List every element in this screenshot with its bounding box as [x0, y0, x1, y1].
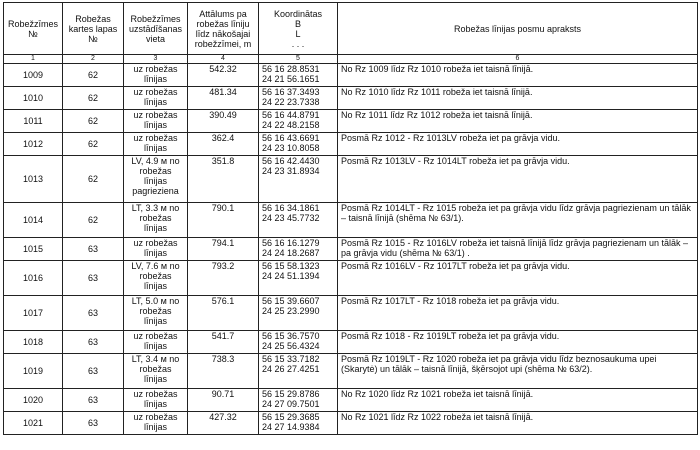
coordinate-b: 56 16 34.1861 [262, 203, 320, 213]
cell-install-place: LT, 5.0 м no robežas līnijas [124, 296, 188, 331]
coordinate-l: 24 23 45.7732 [262, 213, 320, 223]
coordinate-l: 24 23 31.8934 [262, 166, 320, 176]
cell-description: Posmā Rz 1019LT - Rz 1020 robeža iet pa grāvja vidu līdz beznosaukuma upei (Skarytė) un tālāk – taisnā līnijā, šķērsojot upi (shēma № 63/2). [338, 354, 698, 389]
cell-install-place: uz robežas līnijas [124, 133, 188, 156]
cell-distance: 576.1 [188, 296, 259, 331]
cell-description: No Rz 1009 līdz Rz 1010 robeža iet taisnā līnijā. [338, 64, 698, 87]
coordinate-l: 24 23 10.8058 [262, 143, 320, 153]
cell-coordinates [259, 261, 338, 296]
cell-map-sheet: 62 [63, 133, 124, 156]
cell-marker-no: 1013 [4, 156, 63, 203]
cell-distance: 351.8 [188, 156, 259, 203]
coordinate-l: 24 25 56.4324 [262, 341, 320, 351]
header-coordinates-l: L [295, 28, 301, 39]
cell-coordinates [259, 156, 338, 203]
cell-description: Posmā Rz 1013LV - Rz 1014LT robeža iet pa grāvja vidu. [338, 156, 698, 203]
cell-install-place: LT, 3.4 м no robežas līnijas [124, 354, 188, 389]
cell-map-sheet: 63 [63, 354, 124, 389]
cell-description: No Rz 1011 līdz Rz 1012 robeža iet taisnā līnijā. [338, 110, 698, 133]
cell-install-place: uz robežas līnijas [124, 331, 188, 354]
header-distance: Attālums pa robežas līniju līdz nākošajai robežzīmei, m [188, 3, 259, 55]
coordinate-b: 56 16 16.1279 [262, 238, 320, 248]
column-number-row [4, 55, 698, 64]
cell-distance: 90.71 [188, 389, 259, 412]
cell-coordinates [259, 354, 338, 389]
boundary-marker-document [3, 2, 697, 448]
cell-distance: 793.2 [188, 261, 259, 296]
header-coordinates-b: B [294, 18, 301, 29]
cell-install-place: LV, 7.6 м no robežas līnijas [124, 261, 188, 296]
cell-map-sheet: 62 [63, 64, 124, 87]
table-row [4, 133, 698, 156]
coordinate-l: 24 26 27.4251 [262, 364, 320, 374]
cell-description: No Rz 1020 līdz Rz 1021 robeža iet taisnā līnijā. [338, 389, 698, 412]
cell-description: Posmā Rz 1014LT - Rz 1015 robeža iet pa grāvja vidu līdz grāvja pagriezienam un tālāk – taisnā līnijā (shēma № 63/1). [338, 203, 698, 238]
column-number: 2 [63, 55, 124, 64]
table-row [4, 203, 698, 238]
coordinate-b: 56 16 42.4430 [262, 156, 320, 166]
cell-distance: 738.3 [188, 354, 259, 389]
coordinate-l: 24 22 48.2158 [262, 120, 320, 130]
coordinate-b: 56 15 58.1323 [262, 261, 320, 271]
cell-map-sheet: 63 [63, 389, 124, 412]
header-coordinates [259, 3, 338, 55]
coordinate-b: 56 15 36.7570 [262, 331, 320, 341]
cell-marker-no: 1010 [4, 87, 63, 110]
cell-coordinates [259, 296, 338, 331]
cell-install-place: uz robežas līnijas [124, 110, 188, 133]
table-row [4, 156, 698, 203]
coordinate-b: 56 15 29.8786 [262, 389, 320, 399]
header-map-sheet: Robežas kartes lapas № [63, 3, 124, 55]
header-marker-no: Robežzīmes № [4, 3, 63, 55]
coordinate-b: 56 16 37.3493 [262, 87, 320, 97]
cell-coordinates [259, 389, 338, 412]
cell-install-place: uz robežas līnijas [124, 64, 188, 87]
cell-description: Posmā Rz 1015 - Rz 1016LV robeža iet taisnā līnijā līdz grāvja pagriezienam un tālāk – pa grāvja vidu (shēma № 63/1) . [338, 238, 698, 261]
coordinate-b: 56 16 44.8791 [262, 110, 320, 120]
cell-distance: 390.49 [188, 110, 259, 133]
coordinate-l: 24 27 14.9384 [262, 422, 320, 432]
cell-marker-no: 1014 [4, 203, 63, 238]
column-number: 5 [259, 55, 338, 64]
cell-distance: 542.32 [188, 64, 259, 87]
cell-distance: 790.1 [188, 203, 259, 238]
coordinate-l: 24 22 23.7338 [262, 97, 320, 107]
table-row [4, 389, 698, 412]
header-description: Robežas līnijas posmu apraksts [338, 3, 698, 55]
coordinate-b: 56 15 29.3685 [262, 412, 320, 422]
cell-install-place: uz robežas līnijas [124, 238, 188, 261]
cell-map-sheet: 63 [63, 238, 124, 261]
header-coordinates-dots: . . . [291, 38, 305, 49]
table-row [4, 354, 698, 389]
cell-map-sheet: 62 [63, 87, 124, 110]
cell-install-place: uz robežas līnijas [124, 389, 188, 412]
cell-marker-no: 1011 [4, 110, 63, 133]
cell-map-sheet: 63 [63, 296, 124, 331]
cell-description: Posmā Rz 1012 - Rz 1013LV robeža iet pa grāvja vidu. [338, 133, 698, 156]
table-row [4, 331, 698, 354]
cell-map-sheet: 62 [63, 203, 124, 238]
cell-map-sheet: 63 [63, 412, 124, 435]
cell-coordinates [259, 331, 338, 354]
cell-marker-no: 1017 [4, 296, 63, 331]
cell-description: Posmā Rz 1016LV - Rz 1017LT robeža iet pa grāvja vidu. [338, 261, 698, 296]
table-body [4, 64, 698, 435]
table-row [4, 110, 698, 133]
cell-map-sheet: 62 [63, 110, 124, 133]
cell-coordinates [259, 238, 338, 261]
cell-coordinates [259, 133, 338, 156]
cell-coordinates [259, 87, 338, 110]
column-number: 6 [338, 55, 698, 64]
table-row [4, 64, 698, 87]
coordinate-l: 24 24 18.2687 [262, 248, 320, 258]
cell-marker-no: 1018 [4, 331, 63, 354]
cell-map-sheet: 63 [63, 331, 124, 354]
cell-install-place: uz robežas līnijas [124, 87, 188, 110]
coordinate-b: 56 16 43.6691 [262, 133, 320, 143]
coordinate-l: 24 24 51.1394 [262, 271, 320, 281]
table-row [4, 261, 698, 296]
cell-install-place: LV, 4.9 м no robežas līnijas pagrieziena [124, 156, 188, 203]
header-row [4, 3, 698, 55]
cell-marker-no: 1020 [4, 389, 63, 412]
cell-distance: 541.7 [188, 331, 259, 354]
cell-distance: 481.34 [188, 87, 259, 110]
cell-description: No Rz 1021 līdz Rz 1022 robeža iet taisnā līnijā. [338, 412, 698, 435]
coordinate-l: 24 25 23.2990 [262, 306, 320, 316]
column-number: 1 [4, 55, 63, 64]
coordinate-b: 56 16 28.8531 [262, 64, 320, 74]
cell-marker-no: 1019 [4, 354, 63, 389]
coordinate-b: 56 15 33.7182 [262, 354, 320, 364]
header-install-place: Robežzīmes uzstādīšanas vieta [124, 3, 188, 55]
table-row [4, 412, 698, 435]
cell-description: Posmā Rz 1017LT - Rz 1018 robeža iet pa grāvja vidu. [338, 296, 698, 331]
cell-map-sheet: 62 [63, 156, 124, 203]
cell-marker-no: 1015 [4, 238, 63, 261]
cell-coordinates [259, 110, 338, 133]
cell-marker-no: 1021 [4, 412, 63, 435]
column-number: 3 [124, 55, 188, 64]
cell-marker-no: 1016 [4, 261, 63, 296]
header-coordinates-title: Koordinātas [273, 8, 323, 19]
cell-marker-no: 1009 [4, 64, 63, 87]
cell-description: No Rz 1010 līdz Rz 1011 robeža iet taisnā līnijā. [338, 87, 698, 110]
cell-coordinates [259, 203, 338, 238]
table-row [4, 87, 698, 110]
cell-description: Posmā Rz 1018 - Rz 1019LT robeža iet pa grāvja vidu. [338, 331, 698, 354]
coordinate-l: 24 21 56.1651 [262, 74, 320, 84]
cell-distance: 794.1 [188, 238, 259, 261]
cell-coordinates [259, 64, 338, 87]
coordinate-l: 24 27 09.7501 [262, 399, 320, 409]
cell-distance: 362.4 [188, 133, 259, 156]
coordinate-b: 56 15 39.6607 [262, 296, 320, 306]
cell-marker-no: 1012 [4, 133, 63, 156]
cell-coordinates [259, 412, 338, 435]
cell-distance: 427.32 [188, 412, 259, 435]
column-number: 4 [188, 55, 259, 64]
table-row [4, 296, 698, 331]
cell-map-sheet: 63 [63, 261, 124, 296]
cell-install-place: uz robežas līnijas [124, 412, 188, 435]
boundary-marker-table [3, 2, 698, 435]
table-row [4, 238, 698, 261]
cell-install-place: LT, 3.3 м no robežas līnijas [124, 203, 188, 238]
